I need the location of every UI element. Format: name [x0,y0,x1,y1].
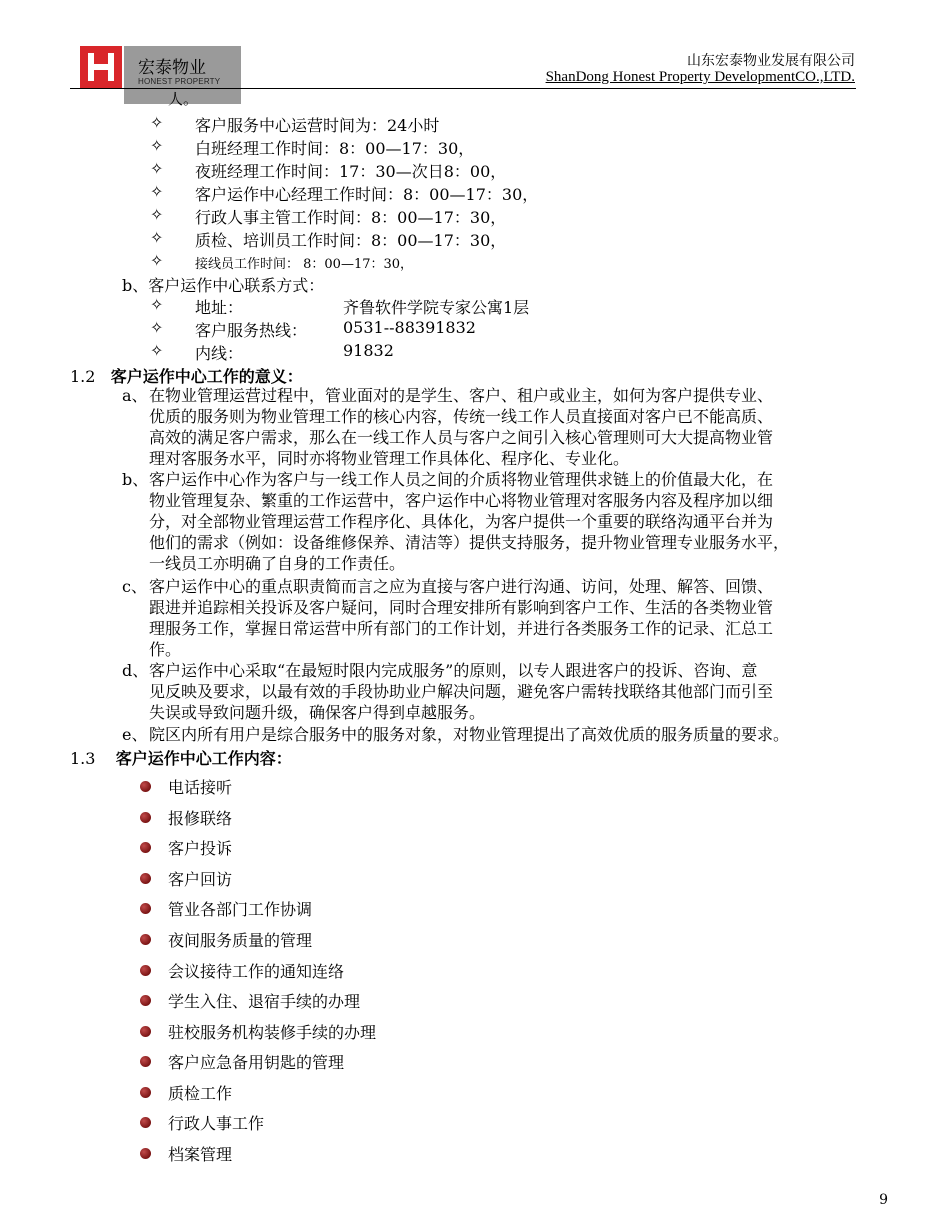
round-bullet-icon [140,965,151,976]
company-name-cn: 山东宏泰物业发展有限公司 [687,53,855,69]
section-title: 客户运作中心工作内容： [115,749,292,768]
meaning-item-c [122,576,892,659]
diamond-bullet-icon: ✧ [150,251,164,270]
paragraph-line: 见反映及要求，以最有效的手段协助业户解决问题，避免客户需转找联络其他部门而引至 [149,682,774,701]
contact-heading: b、客户运作中心联系方式： [122,276,325,295]
diamond-bullet-icon: ✧ [150,136,164,155]
item-marker: c、 [122,577,147,596]
round-bullet-icon [140,1056,151,1067]
paragraph-line: 作。 [149,640,182,659]
round-bullet-icon [140,1087,151,1098]
diamond-bullet-icon: ✧ [150,159,164,178]
diamond-bullet-icon: ✧ [150,205,164,224]
hours-item: 接线员工作时间： 8：00—17：30， [195,257,414,272]
section-number: 1.3 [70,749,96,768]
item-marker: d、 [122,661,149,680]
paragraph-line: 理对客服务水平，同时亦将物业管理工作具体化、程序化、专业化。 [149,449,630,468]
task-item: 报修联络 [168,809,233,828]
contact-value: 91832 [343,341,394,360]
item-marker: b、 [122,470,149,489]
paragraph-line: 在物业管理运营过程中，管业面对的是学生、客户、租户或业主，如何为客户提供专业、 [149,386,774,405]
round-bullet-icon [140,995,151,1006]
round-bullet-icon [140,842,151,853]
contact-label: 客户服务热线： [195,321,308,340]
paragraph-line: 客户运作中心作为客户与一线工作人员之间的介质将物业管理供求链上的价值最大化，在 [149,470,774,489]
task-item: 客户回访 [168,870,233,889]
page-number: 9 [879,1192,888,1208]
diamond-bullet-icon: ✧ [150,295,164,314]
overlap-text: 人。 [168,90,199,108]
meaning-item-a [122,385,892,468]
diamond-bullet-icon: ✧ [150,228,164,247]
task-item: 客户投诉 [168,839,233,858]
round-bullet-icon [140,812,151,823]
paragraph-line: 客户运作中心的重点职责简而言之应为直接与客户进行沟通、访问，处理、解答、回馈、 [149,577,774,596]
task-item: 客户应急备用钥匙的管理 [168,1053,345,1072]
meaning-item-e [122,724,892,745]
hours-item: 客户运作中心经理工作时间：8：00—17：30， [195,185,539,204]
diamond-bullet-icon: ✧ [150,182,164,201]
contact-value: 0531--88391832 [343,318,476,337]
section-heading-1-3 [70,746,292,769]
paragraph-line: 高效的满足客户需求，那么在一线工作人员与客户之间引入核心管理则可大大提高物业管 [149,428,774,447]
contact-value: 齐鲁软件学院专家公寓1层 [343,298,530,317]
logo-subtitle: HONEST PROPERTY [138,77,221,86]
section-title: 客户运作中心工作的意义： [110,367,303,386]
hours-item: 夜班经理工作时间：17：30—次日8：00， [195,162,507,181]
paragraph-line: 失误或导致问题升级，确保客户得到卓越服务。 [149,703,486,722]
hours-item: 行政人事主管工作时间：8：00—17：30， [195,208,507,227]
paragraph-line: 跟进并追踪相关投诉及客户疑问，同时合理安排所有影响到客户工作、生活的各类物业管 [149,598,774,617]
section-number: 1.2 [70,367,96,386]
meaning-item-b [122,469,892,573]
logo-name: 宏泰物业 [138,58,206,78]
task-item: 电话接听 [168,778,233,797]
diamond-bullet-icon: ✧ [150,113,164,132]
task-item: 质检工作 [168,1084,233,1103]
item-marker: e、 [122,725,148,744]
round-bullet-icon [140,781,151,792]
meaning-item-d [122,660,892,722]
contact-label: 内线： [195,344,244,363]
section-heading-1-2 [70,364,303,387]
task-item: 管业各部门工作协调 [168,900,313,919]
task-item: 学生入住、退宿手续的办理 [168,992,361,1011]
company-logo-mark [80,46,122,88]
hours-item: 客户服务中心运营时间为：24小时 [195,116,440,135]
paragraph-line: 客户运作中心采取“在最短时限内完成服务”的原则，以专人跟进客户的投诉、咨询、意 [149,661,758,680]
paragraph-line: 他们的需求（例如：设备维修保养、清洁等）提供支持服务，提升物业管理专业服务水平， [149,533,790,552]
paragraph-line: 一线员工亦明确了自身的工作责任。 [149,554,406,573]
task-item: 行政人事工作 [168,1114,265,1133]
round-bullet-icon [140,934,151,945]
contact-label: 地址： [195,298,244,317]
company-name-en: ShanDong Honest Property DevelopmentCO.,LTD. [545,69,855,85]
paragraph-line: 院区内所有用户是综合服务中的服务对象，对物业管理提出了高效优质的服务质量的要求。 [149,725,790,744]
paragraph-line: 物业管理复杂、繁重的工作运营中，客户运作中心将物业管理对客服务内容及程序加以细 [149,491,774,510]
task-item: 会议接待工作的通知连络 [168,962,345,981]
diamond-bullet-icon: ✧ [150,318,164,337]
item-marker: a、 [122,386,148,405]
round-bullet-icon [140,1026,151,1037]
hours-item: 白班经理工作时间：8：00—17：30， [195,139,475,158]
paragraph-line: 分，对全部物业管理运营工作程序化、具体化，为客户提供一个重要的联络沟通平台并为 [149,512,774,531]
round-bullet-icon [140,1117,151,1128]
paragraph-line: 优质的服务则为物业管理工作的核心内容，传统一线工作人员直接面对客户已不能高质、 [149,407,774,426]
paragraph-line: 理服务工作，掌握日常运营中所有部门的工作计划，并进行各类服务工作的记录、汇总工 [149,619,774,638]
diamond-bullet-icon: ✧ [150,341,164,360]
hours-item: 质检、培训员工作时间：8：00—17：30， [195,231,507,250]
round-bullet-icon [140,903,151,914]
round-bullet-icon [140,873,151,884]
task-item: 档案管理 [168,1145,233,1164]
round-bullet-icon [140,1148,151,1159]
task-item: 驻校服务机构装修手续的办理 [168,1023,377,1042]
task-item: 夜间服务质量的管理 [168,931,313,950]
